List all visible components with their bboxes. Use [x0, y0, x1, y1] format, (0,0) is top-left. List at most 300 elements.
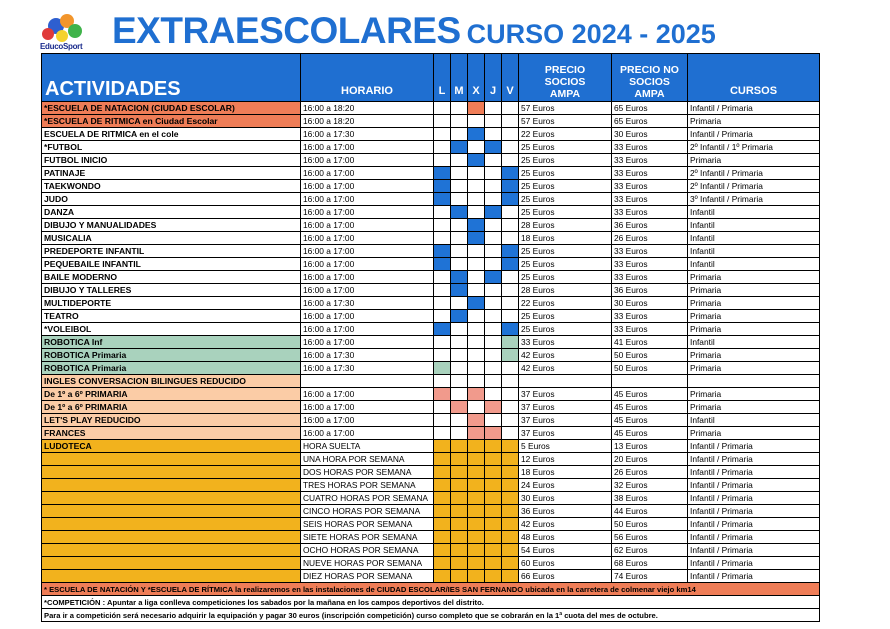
day-cell-x: [468, 453, 485, 466]
precio-no-socios-cell: 13 Euros: [612, 440, 688, 453]
day-cell-x: [468, 518, 485, 531]
precio-socios-cell: 42 Euros: [519, 362, 612, 375]
precio-socios-cell: 25 Euros: [519, 323, 612, 336]
day-cell-j: [485, 180, 502, 193]
cursos-cell: 2º Infantil / Primaria: [688, 180, 820, 193]
day-cell-x: [468, 479, 485, 492]
cursos-cell: Infantil: [688, 245, 820, 258]
day-cell-j: [485, 531, 502, 544]
table-row: [42, 141, 820, 154]
header-horario: HORARIO: [301, 54, 434, 102]
cursos-cell: Infantil / Primaria: [688, 102, 820, 115]
table-row: [42, 492, 820, 505]
day-cell-v: [502, 557, 519, 570]
day-cell-v: [502, 180, 519, 193]
day-cell-j: [485, 193, 502, 206]
activity-name: DIBUJO Y TALLERES: [42, 284, 301, 297]
header-precio-socios-text: PRECIO SOCIOS AMPA: [544, 64, 586, 100]
table-row: [42, 440, 820, 453]
day-cell-m: [451, 219, 468, 232]
day-cell-l: [434, 531, 451, 544]
header-day-v: V: [502, 54, 519, 102]
precio-no-socios-cell: 30 Euros: [612, 297, 688, 310]
cursos-cell: 2º Infantil / 1º Primaria: [688, 141, 820, 154]
precio-no-socios-cell: 33 Euros: [612, 245, 688, 258]
activity-name: [42, 518, 301, 531]
cursos-cell: Infantil: [688, 336, 820, 349]
day-cell-v: [502, 271, 519, 284]
day-cell-j: [485, 297, 502, 310]
horario-cell: NUEVE HORAS POR SEMANA: [301, 557, 434, 570]
horario-cell: 16:00 a 17:00: [301, 310, 434, 323]
precio-no-socios-cell: 36 Euros: [612, 284, 688, 297]
table-row: [42, 310, 820, 323]
activity-name: [42, 570, 301, 583]
table-row: [42, 544, 820, 557]
day-cell-j: [485, 323, 502, 336]
day-cell-v: [502, 115, 519, 128]
day-cell-m: [451, 518, 468, 531]
day-cell-m: [451, 206, 468, 219]
precio-socios-cell: 28 Euros: [519, 219, 612, 232]
cursos-cell: 2º Infantil / Primaria: [688, 167, 820, 180]
table-row: [42, 505, 820, 518]
activity-name: De 1º a 6º PRIMARIA: [42, 388, 301, 401]
day-cell-v: [502, 466, 519, 479]
table-row: [42, 375, 820, 388]
precio-no-socios-cell: 33 Euros: [612, 271, 688, 284]
day-cell-l: [434, 492, 451, 505]
day-cell-j: [485, 388, 502, 401]
note-text: *COMPETICIÓN : Apuntar a liga conlleva competiciones los sabados por la mañana en los campos deportivos del distrito.: [42, 596, 820, 609]
cursos-cell: 3º Infantil / Primaria: [688, 193, 820, 206]
day-cell-l: [434, 453, 451, 466]
precio-no-socios-cell: 65 Euros: [612, 115, 688, 128]
day-cell-v: [502, 453, 519, 466]
day-cell-v: [502, 375, 519, 388]
activity-name: ROBOTICA Primaria: [42, 349, 301, 362]
day-cell-m: [451, 154, 468, 167]
day-cell-j: [485, 336, 502, 349]
precio-no-socios-cell: [612, 375, 688, 388]
table-row: [42, 414, 820, 427]
precio-socios-cell: 37 Euros: [519, 414, 612, 427]
day-cell-l: [434, 388, 451, 401]
day-cell-j: [485, 102, 502, 115]
activity-name: TAEKWONDO: [42, 180, 301, 193]
precio-no-socios-cell: 45 Euros: [612, 414, 688, 427]
table-row: [42, 531, 820, 544]
horario-cell: 16:00 a 17:00: [301, 401, 434, 414]
cursos-cell: Primaria: [688, 115, 820, 128]
header-cursos: CURSOS: [688, 54, 820, 102]
precio-socios-cell: 22 Euros: [519, 128, 612, 141]
horario-cell: 16:00 a 18:20: [301, 115, 434, 128]
day-cell-x: [468, 154, 485, 167]
note-row: [42, 596, 820, 609]
day-cell-v: [502, 284, 519, 297]
day-cell-x: [468, 349, 485, 362]
horario-cell: 16:00 a 17:30: [301, 362, 434, 375]
day-cell-x: [468, 375, 485, 388]
precio-socios-cell: [519, 375, 612, 388]
day-cell-j: [485, 362, 502, 375]
activity-name: MUSICALIA: [42, 232, 301, 245]
activity-name: INGLES CONVERSACION BILINGUES REDUCIDO: [42, 375, 301, 388]
table-row: [42, 219, 820, 232]
precio-socios-cell: 57 Euros: [519, 102, 612, 115]
day-cell-l: [434, 323, 451, 336]
header-day-l: L: [434, 54, 451, 102]
precio-no-socios-cell: 32 Euros: [612, 479, 688, 492]
table-row: [42, 388, 820, 401]
cursos-cell: Infantil / Primaria: [688, 505, 820, 518]
day-cell-m: [451, 349, 468, 362]
day-cell-v: [502, 414, 519, 427]
day-cell-l: [434, 375, 451, 388]
day-cell-x: [468, 401, 485, 414]
day-cell-l: [434, 349, 451, 362]
header-day-m: M: [451, 54, 468, 102]
precio-no-socios-cell: 38 Euros: [612, 492, 688, 505]
table-row: [42, 128, 820, 141]
day-cell-x: [468, 167, 485, 180]
cursos-cell: Infantil: [688, 232, 820, 245]
horario-cell: DOS HORAS POR SEMANA: [301, 466, 434, 479]
day-cell-j: [485, 284, 502, 297]
precio-socios-cell: 36 Euros: [519, 505, 612, 518]
day-cell-l: [434, 479, 451, 492]
day-cell-v: [502, 492, 519, 505]
day-cell-m: [451, 323, 468, 336]
horario-cell: 16:00 a 17:00: [301, 284, 434, 297]
day-cell-l: [434, 557, 451, 570]
day-cell-v: [502, 323, 519, 336]
cursos-cell: Infantil: [688, 219, 820, 232]
day-cell-m: [451, 180, 468, 193]
day-cell-l: [434, 141, 451, 154]
day-cell-j: [485, 544, 502, 557]
day-cell-m: [451, 258, 468, 271]
activity-name: *ESCUELA DE RITMICA en Ciudad Escolar: [42, 115, 301, 128]
table-row: [42, 401, 820, 414]
day-cell-l: [434, 102, 451, 115]
horario-cell: 16:00 a 17:00: [301, 336, 434, 349]
day-cell-m: [451, 336, 468, 349]
day-cell-v: [502, 401, 519, 414]
day-cell-v: [502, 154, 519, 167]
horario-cell: 16:00 a 17:30: [301, 128, 434, 141]
day-cell-m: [451, 557, 468, 570]
precio-socios-cell: 25 Euros: [519, 206, 612, 219]
header-day-x: X: [468, 54, 485, 102]
precio-no-socios-cell: 68 Euros: [612, 557, 688, 570]
precio-no-socios-cell: 33 Euros: [612, 310, 688, 323]
day-cell-x: [468, 258, 485, 271]
precio-no-socios-cell: 33 Euros: [612, 154, 688, 167]
precio-no-socios-cell: 33 Euros: [612, 167, 688, 180]
header-precio-no-socios-text: PRECIO NO SOCIOS AMPA: [620, 64, 679, 100]
precio-socios-cell: 5 Euros: [519, 440, 612, 453]
precio-socios-cell: 54 Euros: [519, 544, 612, 557]
precio-socios-cell: 22 Euros: [519, 297, 612, 310]
day-cell-l: [434, 258, 451, 271]
day-cell-j: [485, 414, 502, 427]
cursos-cell: Infantil / Primaria: [688, 479, 820, 492]
horario-cell: UNA HORA POR SEMANA: [301, 453, 434, 466]
cursos-cell: Primaria: [688, 349, 820, 362]
activity-name: FUTBOL INICIO: [42, 154, 301, 167]
table-row: [42, 284, 820, 297]
day-cell-j: [485, 440, 502, 453]
horario-cell: 16:00 a 17:00: [301, 167, 434, 180]
day-cell-j: [485, 479, 502, 492]
horario-cell: 16:00 a 17:00: [301, 154, 434, 167]
precio-socios-cell: 42 Euros: [519, 349, 612, 362]
activity-name: [42, 479, 301, 492]
activity-name: *FUTBOL: [42, 141, 301, 154]
precio-no-socios-cell: 33 Euros: [612, 193, 688, 206]
day-cell-m: [451, 362, 468, 375]
note-row: [42, 583, 820, 596]
table-row: [42, 232, 820, 245]
day-cell-v: [502, 531, 519, 544]
day-cell-x: [468, 531, 485, 544]
day-cell-l: [434, 219, 451, 232]
day-cell-x: [468, 245, 485, 258]
activity-name: [42, 531, 301, 544]
day-cell-x: [468, 336, 485, 349]
table-row: [42, 427, 820, 440]
day-cell-j: [485, 310, 502, 323]
day-cell-m: [451, 297, 468, 310]
day-cell-v: [502, 544, 519, 557]
day-cell-m: [451, 492, 468, 505]
precio-no-socios-cell: 50 Euros: [612, 518, 688, 531]
day-cell-m: [451, 141, 468, 154]
horario-cell: 16:00 a 17:00: [301, 323, 434, 336]
day-cell-l: [434, 544, 451, 557]
day-cell-x: [468, 427, 485, 440]
day-cell-l: [434, 245, 451, 258]
horario-cell: [301, 375, 434, 388]
day-cell-j: [485, 427, 502, 440]
table-row: [42, 349, 820, 362]
table-row: [42, 323, 820, 336]
precio-no-socios-cell: 50 Euros: [612, 349, 688, 362]
horario-cell: 16:00 a 17:00: [301, 141, 434, 154]
day-cell-l: [434, 336, 451, 349]
logo-splash-yellow: [56, 30, 68, 42]
horario-cell: SIETE HORAS POR SEMANA: [301, 531, 434, 544]
day-cell-m: [451, 310, 468, 323]
table-body: [42, 102, 820, 622]
precio-no-socios-cell: 26 Euros: [612, 466, 688, 479]
title-main: EXTRAESCOLARES: [112, 10, 461, 51]
horario-cell: DIEZ HORAS POR SEMANA: [301, 570, 434, 583]
precio-socios-cell: 30 Euros: [519, 492, 612, 505]
precio-socios-cell: 25 Euros: [519, 141, 612, 154]
day-cell-v: [502, 232, 519, 245]
precio-socios-cell: 18 Euros: [519, 466, 612, 479]
day-cell-x: [468, 219, 485, 232]
day-cell-v: [502, 336, 519, 349]
activity-name: *VOLEIBOL: [42, 323, 301, 336]
day-cell-m: [451, 245, 468, 258]
activity-name: LET'S PLAY REDUCIDO: [42, 414, 301, 427]
day-cell-v: [502, 297, 519, 310]
precio-no-socios-cell: 45 Euros: [612, 401, 688, 414]
day-cell-j: [485, 258, 502, 271]
precio-socios-cell: 60 Euros: [519, 557, 612, 570]
logo-text: EducoSport: [40, 42, 83, 51]
cursos-cell: Primaria: [688, 388, 820, 401]
precio-no-socios-cell: 33 Euros: [612, 258, 688, 271]
day-cell-m: [451, 193, 468, 206]
day-cell-m: [451, 440, 468, 453]
precio-no-socios-cell: 65 Euros: [612, 102, 688, 115]
day-cell-j: [485, 245, 502, 258]
activity-name: [42, 505, 301, 518]
precio-no-socios-cell: 20 Euros: [612, 453, 688, 466]
day-cell-m: [451, 167, 468, 180]
day-cell-m: [451, 401, 468, 414]
precio-socios-cell: 25 Euros: [519, 180, 612, 193]
cursos-cell: Infantil / Primaria: [688, 128, 820, 141]
precio-socios-cell: 28 Euros: [519, 284, 612, 297]
day-cell-m: [451, 505, 468, 518]
day-cell-m: [451, 427, 468, 440]
header-day-j: J: [485, 54, 502, 102]
horario-cell: 16:00 a 17:30: [301, 297, 434, 310]
note-text: Para ir a competición será necesario adquirir la equipación y pagar 30 euros (inscripción competición) curso completo que se cobrarán en la 1ª cuota del mes de octubre.: [42, 609, 820, 622]
day-cell-v: [502, 349, 519, 362]
precio-no-socios-cell: 45 Euros: [612, 388, 688, 401]
activity-name: LUDOTECA: [42, 440, 301, 453]
precio-socios-cell: 25 Euros: [519, 193, 612, 206]
activity-name: DIBUJO Y MANUALIDADES: [42, 219, 301, 232]
day-cell-x: [468, 271, 485, 284]
horario-cell: 16:00 a 17:00: [301, 271, 434, 284]
day-cell-l: [434, 206, 451, 219]
cursos-cell: Infantil: [688, 414, 820, 427]
precio-socios-cell: 48 Euros: [519, 531, 612, 544]
day-cell-j: [485, 401, 502, 414]
day-cell-m: [451, 232, 468, 245]
horario-cell: 16:00 a 17:00: [301, 427, 434, 440]
day-cell-j: [485, 492, 502, 505]
precio-socios-cell: 25 Euros: [519, 271, 612, 284]
day-cell-x: [468, 505, 485, 518]
day-cell-x: [468, 180, 485, 193]
cursos-cell: Infantil: [688, 206, 820, 219]
table-row: [42, 362, 820, 375]
table-row: [42, 518, 820, 531]
table-row: [42, 180, 820, 193]
activity-name: [42, 492, 301, 505]
precio-socios-cell: 37 Euros: [519, 427, 612, 440]
day-cell-x: [468, 362, 485, 375]
day-cell-l: [434, 310, 451, 323]
day-cell-x: [468, 466, 485, 479]
precio-no-socios-cell: 30 Euros: [612, 128, 688, 141]
day-cell-x: [468, 570, 485, 583]
day-cell-v: [502, 570, 519, 583]
precio-no-socios-cell: 74 Euros: [612, 570, 688, 583]
horario-cell: SEIS HORAS POR SEMANA: [301, 518, 434, 531]
activity-name: JUDO: [42, 193, 301, 206]
day-cell-l: [434, 414, 451, 427]
activity-name: TEATRO: [42, 310, 301, 323]
activity-name: [42, 466, 301, 479]
cursos-cell: Primaria: [688, 362, 820, 375]
day-cell-v: [502, 102, 519, 115]
header-precio-no-socios: [612, 54, 688, 102]
day-cell-m: [451, 388, 468, 401]
day-cell-m: [451, 453, 468, 466]
day-cell-m: [451, 414, 468, 427]
activity-name: BAILE MODERNO: [42, 271, 301, 284]
horario-cell: 16:00 a 17:00: [301, 232, 434, 245]
day-cell-x: [468, 557, 485, 570]
precio-socios-cell: 25 Euros: [519, 310, 612, 323]
day-cell-x: [468, 232, 485, 245]
day-cell-v: [502, 206, 519, 219]
activity-name: [42, 453, 301, 466]
day-cell-j: [485, 466, 502, 479]
day-cell-m: [451, 479, 468, 492]
cursos-cell: Infantil / Primaria: [688, 570, 820, 583]
day-cell-v: [502, 128, 519, 141]
horario-cell: CINCO HORAS POR SEMANA: [301, 505, 434, 518]
day-cell-l: [434, 362, 451, 375]
horario-cell: 16:00 a 17:00: [301, 219, 434, 232]
day-cell-v: [502, 518, 519, 531]
precio-no-socios-cell: 33 Euros: [612, 206, 688, 219]
precio-socios-cell: 12 Euros: [519, 453, 612, 466]
horario-cell: CUATRO HORAS POR SEMANA: [301, 492, 434, 505]
day-cell-x: [468, 206, 485, 219]
logo-splash-green: [68, 24, 82, 38]
logo-splash-red: [42, 28, 54, 40]
day-cell-l: [434, 466, 451, 479]
table-row: [42, 258, 820, 271]
day-cell-m: [451, 466, 468, 479]
horario-cell: 16:00 a 18:20: [301, 102, 434, 115]
activity-name: *ESCUELA DE NATACION (CIUDAD ESCOLAR): [42, 102, 301, 115]
day-cell-j: [485, 570, 502, 583]
horario-cell: OCHO HORAS POR SEMANA: [301, 544, 434, 557]
day-cell-m: [451, 284, 468, 297]
day-cell-l: [434, 193, 451, 206]
precio-no-socios-cell: 33 Euros: [612, 323, 688, 336]
day-cell-j: [485, 154, 502, 167]
day-cell-j: [485, 557, 502, 570]
horario-cell: TRES HORAS POR SEMANA: [301, 479, 434, 492]
activity-name: MULTIDEPORTE: [42, 297, 301, 310]
table-header-row: [42, 54, 820, 102]
precio-socios-cell: 66 Euros: [519, 570, 612, 583]
table-row: [42, 453, 820, 466]
day-cell-x: [468, 414, 485, 427]
day-cell-m: [451, 570, 468, 583]
precio-no-socios-cell: 50 Euros: [612, 362, 688, 375]
day-cell-j: [485, 349, 502, 362]
table-row: [42, 154, 820, 167]
day-cell-l: [434, 518, 451, 531]
table-row: [42, 193, 820, 206]
activity-name: [42, 557, 301, 570]
